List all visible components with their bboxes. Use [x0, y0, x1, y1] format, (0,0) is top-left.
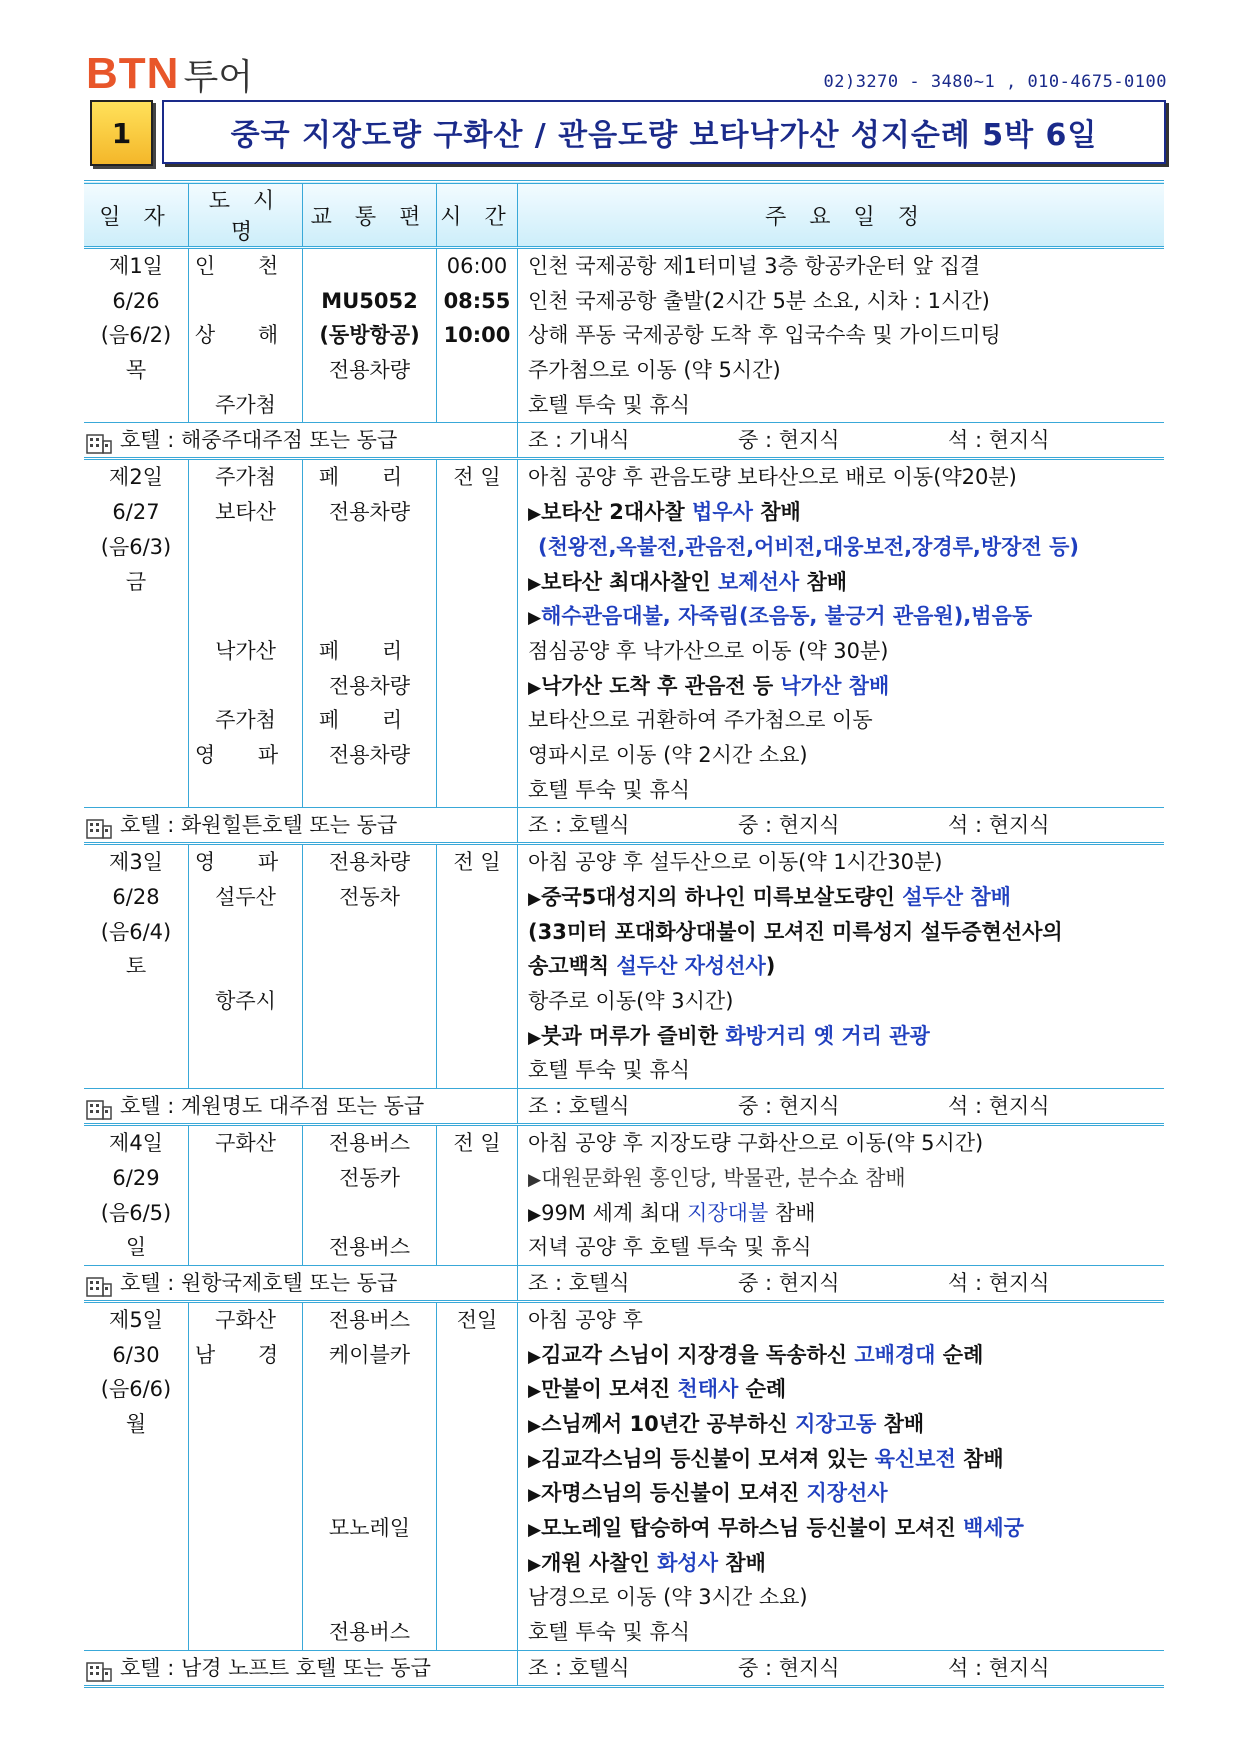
triangle-bullet-icon: ▶	[528, 1346, 542, 1367]
schedule-line: 상해 푸동 국제공항 도착 후 입국수속 및 가이드미팅	[528, 323, 1001, 348]
city-name: 낙가산	[215, 638, 276, 663]
hotel-row	[84, 808, 1164, 844]
triangle-bullet-icon: ▶	[528, 608, 542, 629]
breakfast-label: 조 :	[528, 1270, 563, 1295]
day-row	[84, 459, 1164, 808]
triangle-bullet-icon: ▶	[528, 1169, 542, 1190]
dinner-value: 현지식	[988, 1094, 1050, 1119]
meals-cell	[518, 1089, 1165, 1125]
column-header-transport: 교 통 편	[303, 182, 437, 248]
transport	[303, 249, 436, 284]
table-header-row	[84, 182, 1164, 248]
hotel-label: 호텔	[120, 813, 161, 838]
schedule-line: 호텔 투숙 및 휴식	[528, 1058, 691, 1083]
lunch-label: 중 :	[738, 1270, 773, 1295]
schedule-line: (천왕전,옥불전,관음전,어비전,대웅보전,장경루,방장전 등)	[538, 534, 1079, 559]
city-name	[189, 353, 302, 388]
lunch-label: 중 :	[738, 1655, 773, 1680]
transport: 페 리	[318, 708, 421, 733]
transport: 페 리	[318, 638, 421, 663]
city-cell	[189, 248, 303, 423]
column-header-city: 도 시 명	[189, 182, 303, 248]
dinner-label: 석 :	[948, 813, 983, 838]
time: 전일	[456, 1307, 498, 1332]
hotel-cell: 호텔 : 계원명도 대주점 또는 동급	[84, 1089, 518, 1125]
city-name: 주가첨	[215, 708, 276, 733]
schedule-line: ▶중국5대성지의 하나인 미륵보살도량인 설두산 참배	[528, 885, 1011, 909]
city-name: 남 경	[194, 1342, 297, 1367]
day-label: 제1일	[109, 254, 163, 278]
day-weekday: 목	[125, 358, 147, 383]
transport: 전용버스	[328, 1235, 411, 1260]
breakfast-value: 호텔식	[568, 813, 630, 838]
transport: 전용차량	[328, 500, 411, 525]
schedule-line: ▶스님께서 10년간 공부하신 지장고동 참배	[528, 1411, 925, 1436]
schedule-line: 저녁 공양 후 호텔 투숙 및 휴식	[528, 1235, 812, 1260]
hotel-row	[84, 1650, 1164, 1686]
schedule-line: 항주로 이동(약 3시간)	[528, 989, 734, 1014]
hotel-name: 화원힐튼호텔 또는 동급	[181, 813, 398, 838]
column-header-schedule: 주 요 일 정	[518, 182, 1165, 248]
triangle-bullet-icon: ▶	[528, 1381, 542, 1402]
breakfast-label: 조 :	[528, 428, 563, 453]
time: 전 일	[453, 850, 501, 875]
contact-phone: 02)3270 - 3480~1 , 010-4675-0100	[823, 72, 1167, 92]
schedule-cell	[518, 1125, 1165, 1266]
day-date: 6/27	[112, 500, 160, 525]
city-cell	[189, 1301, 303, 1650]
transport-cell	[303, 1125, 437, 1266]
triangle-bullet-icon: ▶	[528, 1027, 542, 1048]
city-name: 주가첨	[215, 392, 276, 417]
hotel-label: 호텔	[120, 1270, 161, 1295]
building-icon	[86, 430, 112, 452]
dinner-label: 석 :	[948, 428, 983, 453]
schedule-line: ▶해수관음대불, 자죽림(조음동, 불긍거 관음원),범음동	[528, 604, 1033, 629]
day-weekday: 토	[125, 954, 147, 979]
building-icon	[86, 1096, 112, 1118]
time-cell	[437, 459, 518, 808]
time	[437, 388, 517, 423]
date-cell	[84, 844, 189, 1089]
transport: 전용차량	[328, 358, 411, 383]
day-label: 제4일	[109, 1131, 163, 1156]
transport	[303, 388, 436, 423]
hotel-cell: 호텔 : 원항국제호텔 또는 동급	[84, 1265, 518, 1301]
time: 06:00	[446, 254, 508, 278]
flight-number: MU5052	[321, 288, 418, 313]
hotel-cell: 호텔 : 화원힐튼호텔 또는 동급	[84, 808, 518, 844]
breakfast-value: 호텔식	[568, 1094, 630, 1119]
hotel-name: 계원명도 대주점 또는 동급	[181, 1094, 425, 1119]
day-weekday: 월	[125, 1411, 147, 1436]
meals-cell	[518, 808, 1165, 844]
dinner-label: 석 :	[948, 1094, 983, 1119]
breakfast-label: 조 :	[528, 1655, 563, 1680]
logo-brand: BTN	[86, 49, 180, 98]
date-cell	[84, 1301, 189, 1650]
city-name: 인 천	[194, 254, 297, 278]
triangle-bullet-icon: ▶	[528, 1415, 542, 1436]
hotel-cell: 호텔 : 남경 노프트 호텔 또는 동급	[84, 1650, 518, 1686]
lunch-value: 현지식	[778, 428, 840, 453]
schedule-line: (33미터 포대화상대불이 모셔진 미륵성지 설두증현선사의	[528, 919, 1063, 944]
day-row	[84, 1125, 1164, 1266]
schedule-line: 호텔 투숙 및 휴식	[528, 392, 691, 417]
day-lunar-date: (음6/4)	[100, 919, 172, 944]
lunch-label: 중 :	[738, 428, 773, 453]
triangle-bullet-icon: ▶	[528, 1554, 542, 1575]
building-icon	[86, 815, 112, 837]
schedule-line: 인천 국제공항 출발(2시간 5분 소요, 시차 : 1시간)	[528, 288, 990, 313]
day-label: 제3일	[109, 850, 163, 875]
city-name: 영 파	[194, 742, 297, 767]
schedule-line: 점심공양 후 낙가산으로 이동 (약 30분)	[528, 638, 889, 663]
transport: 전용버스	[328, 1307, 411, 1332]
time: 전 일	[453, 465, 501, 490]
transport: 케이블카	[328, 1342, 411, 1367]
dinner-value: 현지식	[988, 428, 1050, 453]
dinner-label: 석 :	[948, 1270, 983, 1295]
city-name: 항주시	[215, 989, 276, 1014]
date-cell	[84, 459, 189, 808]
hotel-row	[84, 1089, 1164, 1125]
transport: 전동차	[339, 885, 400, 909]
date-cell	[84, 248, 189, 423]
transport: 전용차량	[328, 673, 411, 698]
city-cell	[189, 1125, 303, 1266]
city-name	[189, 284, 302, 319]
triangle-bullet-icon: ▶	[528, 677, 542, 698]
lunch-label: 중 :	[738, 813, 773, 838]
schedule-line: ▶99M 세계 최대 지장대불 참배	[528, 1200, 816, 1225]
day-label: 제5일	[109, 1307, 163, 1332]
lunch-value: 현지식	[778, 1270, 840, 1295]
day-number-badge: 1	[90, 100, 153, 166]
city-name: 영 파	[194, 850, 297, 875]
day-date: 6/26	[112, 288, 160, 313]
transport-cell	[303, 459, 437, 808]
day-date: 6/28	[112, 885, 160, 909]
breakfast-label: 조 :	[528, 813, 563, 838]
transport: 전용차량	[328, 742, 411, 767]
breakfast-value: 기내식	[568, 428, 630, 453]
date-cell	[84, 1125, 189, 1266]
lunch-label: 중 :	[738, 1094, 773, 1119]
transport: 모노레일	[328, 1516, 411, 1540]
column-header-time: 시 간	[437, 182, 518, 248]
schedule-cell	[518, 844, 1165, 1089]
triangle-bullet-icon: ▶	[528, 1450, 542, 1471]
transport-cell	[303, 248, 437, 423]
airline: (동방항공)	[319, 323, 420, 348]
city-cell	[189, 844, 303, 1089]
schedule-line: ▶김교각 스님이 지장경을 독송하신 고배경대 순례	[528, 1342, 984, 1367]
schedule-line: ▶낙가산 도착 후 관음전 등 낙가산 참배	[528, 673, 890, 698]
schedule-line: ▶모노레일 탑승하여 무하스님 등신불이 모셔진 백세궁	[528, 1516, 1024, 1540]
schedule-line: ▶보타산 최대사찰인 보제선사 참배	[528, 569, 848, 594]
hotel-row	[84, 423, 1164, 459]
hotel-label: 호텔	[120, 1655, 161, 1680]
city-cell	[189, 459, 303, 808]
schedule-line: 아침 공양 후	[528, 1307, 643, 1332]
schedule-line: 호텔 투숙 및 휴식	[528, 1620, 691, 1645]
hotel-cell: 호텔 : 해중주대주점 또는 동급	[84, 423, 518, 459]
lunch-value: 현지식	[778, 1655, 840, 1680]
time: 08:55	[443, 288, 511, 313]
schedule-line: 아침 공양 후 설두산으로 이동(약 1시간30분)	[528, 850, 943, 875]
time-cell	[437, 844, 518, 1089]
schedule-line: 영파시로 이동 (약 2시간 소요)	[528, 742, 808, 767]
dinner-label: 석 :	[948, 1655, 983, 1680]
breakfast-value: 호텔식	[568, 1655, 630, 1680]
time	[437, 353, 517, 388]
time: 전 일	[453, 1131, 501, 1156]
schedule-cell	[518, 248, 1165, 423]
city-name: 보타산	[215, 500, 276, 525]
schedule-line: 송고백칙 설두산 자성선사)	[528, 954, 776, 979]
schedule-line: ▶만불이 모셔진 천태사 순례	[528, 1377, 787, 1402]
time: 10:00	[443, 323, 511, 348]
schedule-cell	[518, 459, 1165, 808]
transport-cell	[303, 844, 437, 1089]
lunch-value: 현지식	[778, 1094, 840, 1119]
dinner-value: 현지식	[988, 1655, 1050, 1680]
breakfast-label: 조 :	[528, 1094, 563, 1119]
transport: 페 리	[318, 465, 421, 490]
day-lunar-date: (음6/2)	[100, 323, 172, 348]
transport: 전용차량	[328, 850, 411, 875]
transport: 전용버스	[328, 1131, 411, 1156]
day-row	[84, 1301, 1164, 1650]
schedule-line: ▶대원문화원 홍인당, 박물관, 분수쇼 참배	[528, 1165, 906, 1190]
schedule-line: 아침 공양 후 지장도량 구화산으로 이동(약 5시간)	[528, 1131, 984, 1156]
hotel-label: 호텔	[120, 1094, 161, 1119]
time-cell	[437, 248, 518, 423]
day-weekday: 금	[125, 569, 147, 594]
meals-cell	[518, 1265, 1165, 1301]
time-cell	[437, 1301, 518, 1650]
city-name: 구화산	[215, 1307, 276, 1332]
city-name: 주가첨	[215, 465, 276, 490]
hotel-label: 호텔	[120, 428, 161, 453]
schedule-line: 호텔 투숙 및 휴식	[528, 777, 691, 802]
breakfast-value: 호텔식	[568, 1270, 630, 1295]
lunch-value: 현지식	[778, 813, 840, 838]
city-name: 설두산	[215, 885, 276, 909]
triangle-bullet-icon: ▶	[528, 573, 542, 594]
dinner-value: 현지식	[988, 813, 1050, 838]
itinerary-table	[84, 180, 1164, 1688]
transport: 전용버스	[328, 1620, 411, 1645]
schedule-line: ▶자명스님의 등신불이 모셔진 지장선사	[528, 1481, 888, 1506]
triangle-bullet-icon: ▶	[528, 889, 542, 909]
day-row	[84, 248, 1164, 423]
day-lunar-date: (음6/6)	[100, 1377, 172, 1402]
schedule-line: ▶보타산 2대사찰 법우사 참배	[528, 500, 801, 525]
schedule-line: 보타산으로 귀환하여 주가첨으로 이동	[528, 708, 873, 733]
meals-cell	[518, 1650, 1165, 1686]
schedule-line: ▶김교각스님의 등신불이 모셔져 있는 육신보전 참배	[528, 1446, 1004, 1471]
schedule-line: 주가첨으로 이동 (약 5시간)	[528, 358, 781, 383]
triangle-bullet-icon: ▶	[528, 504, 542, 525]
transport-cell	[303, 1301, 437, 1650]
column-header-date: 일 자	[84, 182, 189, 248]
logo-suffix: 투어	[183, 57, 253, 98]
day-date: 6/30	[112, 1342, 160, 1367]
building-icon	[86, 1658, 112, 1680]
day-weekday: 일	[125, 1235, 147, 1260]
day-lunar-date: (음6/5)	[100, 1200, 172, 1225]
day-lunar-date: (음6/3)	[100, 534, 172, 559]
triangle-bullet-icon: ▶	[528, 1520, 542, 1540]
transport: 전동카	[339, 1165, 400, 1190]
dinner-value: 현지식	[988, 1270, 1050, 1295]
page-title: 중국 지장도량 구화산 / 관음도량 보타낙가산 성지순례 5박 6일	[162, 100, 1166, 164]
hotel-name: 원항국제호텔 또는 동급	[181, 1270, 398, 1295]
schedule-line: 남경으로 이동 (약 3시간 소요)	[528, 1585, 808, 1610]
building-icon	[86, 1273, 112, 1295]
company-logo	[86, 50, 253, 96]
triangle-bullet-icon: ▶	[528, 1204, 542, 1225]
schedule-line: 인천 국제공항 제1터미널 3층 항공카운터 앞 집결	[528, 254, 981, 278]
hotel-name: 해중주대주점 또는 동급	[181, 428, 398, 453]
schedule-line: 아침 공양 후 관음도량 보타산으로 배로 이동(약20분)	[528, 465, 1017, 490]
triangle-bullet-icon: ▶	[528, 1485, 542, 1506]
schedule-cell	[518, 1301, 1165, 1650]
day-label: 제2일	[109, 465, 163, 490]
schedule-line: ▶개원 사찰인 화성사 참배	[528, 1550, 766, 1575]
meals-cell	[518, 423, 1165, 459]
hotel-row	[84, 1265, 1164, 1301]
city-name: 구화산	[215, 1131, 276, 1156]
day-row	[84, 844, 1164, 1089]
city-name: 상 해	[194, 323, 297, 348]
day-date: 6/29	[112, 1165, 160, 1190]
schedule-line: ▶붓과 머루가 즐비한 화방거리 옛 거리 관광	[528, 1023, 930, 1048]
time-cell	[437, 1125, 518, 1266]
hotel-name: 남경 노프트 호텔 또는 동급	[181, 1655, 431, 1680]
